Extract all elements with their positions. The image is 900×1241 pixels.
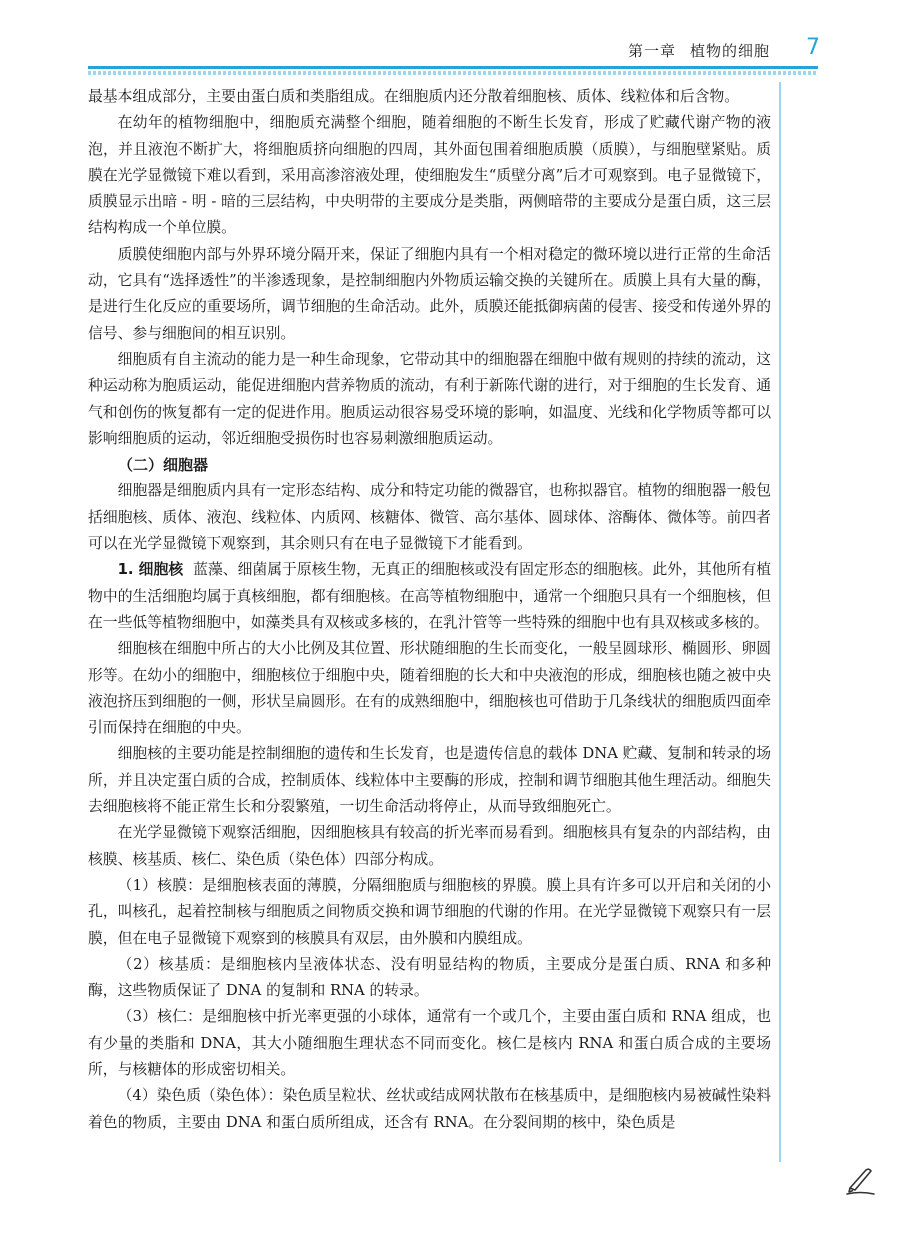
paragraph-2: 在幼年的植物细胞中，细胞质充满整个细胞，随着细胞的不断生长发育，形成了贮藏代谢产物的液泡，并且液泡不断扩大，将细胞质挤向细胞的四周，其外面包围着细胞质膜（质膜），与细胞壁紧贴。质膜在光学显微镜下难以看到，采用高渗溶液处理，使细胞发生“质壁分离”后才可观察到。电子显微镜下，质膜显示出暗 - 明 - 暗的三层结构，中央明带的主要成分是类脂，两侧暗带的主要成分是蛋白质，这三层结构构成一个单位膜。 (88, 114, 771, 237)
paragraph-7: 细胞核在细胞中所占的大小比例及其位置、形状随细胞的生长而变化，一般呈圆球形、椭圆形、卵圆形等。在幼小的细胞中，细胞核位于细胞中央，随着细胞的长大和中央液泡的形成，细胞核也随之被中央液泡挤压到细胞的一侧，形状呈扁圆形。在有的成熟细胞中，细胞核也可借助于几条线状的细胞质四面牵引而保持在细胞的中央。 (88, 640, 771, 737)
page-header (0, 0, 900, 80)
pen-icon (842, 1162, 878, 1198)
header-rule (88, 66, 818, 69)
header-dotted-rule (88, 71, 818, 75)
paragraph-9: 在光学显微镜下观察活细胞，因细胞核具有较高的折光率而易看到。细胞核具有复杂的内部结构，由核膜、核基质、核仁、染色质（染色体）四部分构成。 (88, 824, 771, 868)
paragraph-1: 最基本组成部分，主要由蛋白质和类脂组成。在细胞质内还分散着细胞核、质体、线粒体和后含物。 (88, 88, 740, 105)
paragraph-11: （2）核基质：是细胞核内呈液体状态、没有明显结构的物质，主要成分是蛋白质、RNA 和多种酶，这些物质保证了 DNA 的复制和 RNA 的转录。 (88, 955, 771, 1000)
running-title (628, 40, 770, 61)
paragraph-10: （1）核膜：是细胞核表面的薄膜，分隔细胞质与细胞核的界膜。膜上具有许多可以开启和关闭的小孔，叫核孔，起着控制核与细胞质之间物质交换和调节细胞的代谢的作用。在光学显微镜下观察只有一层膜，但在电子显微镜下观察到的核膜具有双层，由外膜和内膜组成。 (88, 876, 771, 947)
paragraph-13: （4）染色质（染色体）：染色质呈粒状、丝状或结成网状散布在核基质中，是细胞核内易被碱性染料着色的物质，主要由 DNA 和蛋白质所组成，还含有 RNA。在分裂间期的核中，染色质是 (88, 1087, 771, 1131)
page-body (88, 84, 771, 1136)
term-nucleus: 1. 细胞核 (117, 561, 184, 579)
paragraph-6 (88, 557, 771, 636)
paragraph-6-text: 蓝藻、细菌属于原核生物，无真正的细胞核或没有固定形态的细胞核。此外，其他所有植物中的生活细胞均属于真核细胞，都有细胞核。在高等植物细胞中，通常一个细胞只具有一个细胞核，但在一些低等植物细胞中，如藻类具有双核或多核的，在乳汁管等一些特殊的细胞中也有具双核或多核的。 (88, 561, 771, 631)
margin-line (779, 82, 781, 1162)
chapter-label: 第一章 (627, 42, 676, 60)
page-number: 7 (806, 35, 820, 60)
section-heading: （二）细胞器 (118, 456, 209, 475)
paragraph-12: （3）核仁：是细胞核中折光率更强的小球体，通常有一个或几个，主要由蛋白质和 RNA 组成，也有少量的类脂和 DNA，其大小随细胞生理状态不同而变化。核仁是核内 RNA 和蛋白质合成的主要场所，与核糖体的形成密切相关。 (88, 1008, 771, 1078)
paragraph-8: 细胞核的主要功能是控制细胞的遗传和生长发育，也是遗传信息的载体 DNA 贮藏、复制和转录的场所，并且决定蛋白质的合成，控制质体、线粒体中主要酶的形成，控制和调节细胞其他生理活动。细胞失去细胞核将不能正常生长和分裂繁殖，一切生命活动将停止，从而导致细胞死亡。 (88, 745, 771, 816)
paragraph-3: 质膜使细胞内部与外界环境分隔开来，保证了细胞内具有一个相对稳定的微环境以进行正常的生命活动，它具有“选择透性”的半渗透现象，是控制细胞内外物质运输交换的关键所在。质膜上具有大量的酶，是进行生化反应的重要场所，调节细胞的生命活动。此外，质膜还能抵御病菌的侵害、接受和传递外界的信号、参与细胞间的相互识别。 (88, 245, 771, 342)
paragraph-4: 细胞质有自主流动的能力是一种生命现象，它带动其中的细胞器在细胞中做有规则的持续的流动，这种运动称为胞质运动，能促进细胞内营养物质的流动，有利于新陈代谢的进行，对于细胞的生长发育、通气和创伤的恢复都有一定的促进作用。胞质运动很容易受环境的影响，如温度、光线和化学物质等都可以影响细胞质的运动，邻近细胞受损伤时也容易刺激细胞质运动。 (88, 350, 771, 447)
paragraph-5: 细胞器是细胞质内具有一定形态结构、成分和特定功能的微器官，也称拟器官。植物的细胞器一般包括细胞核、质体、液泡、线粒体、内质网、核糖体、微管、高尔基体、圆球体、溶酶体、微体等。前四者可以在光学显微镜下观察到，其余则只有在电子显微镜下才能看到。 (88, 482, 771, 553)
chapter-title: 植物的细胞 (689, 42, 770, 60)
